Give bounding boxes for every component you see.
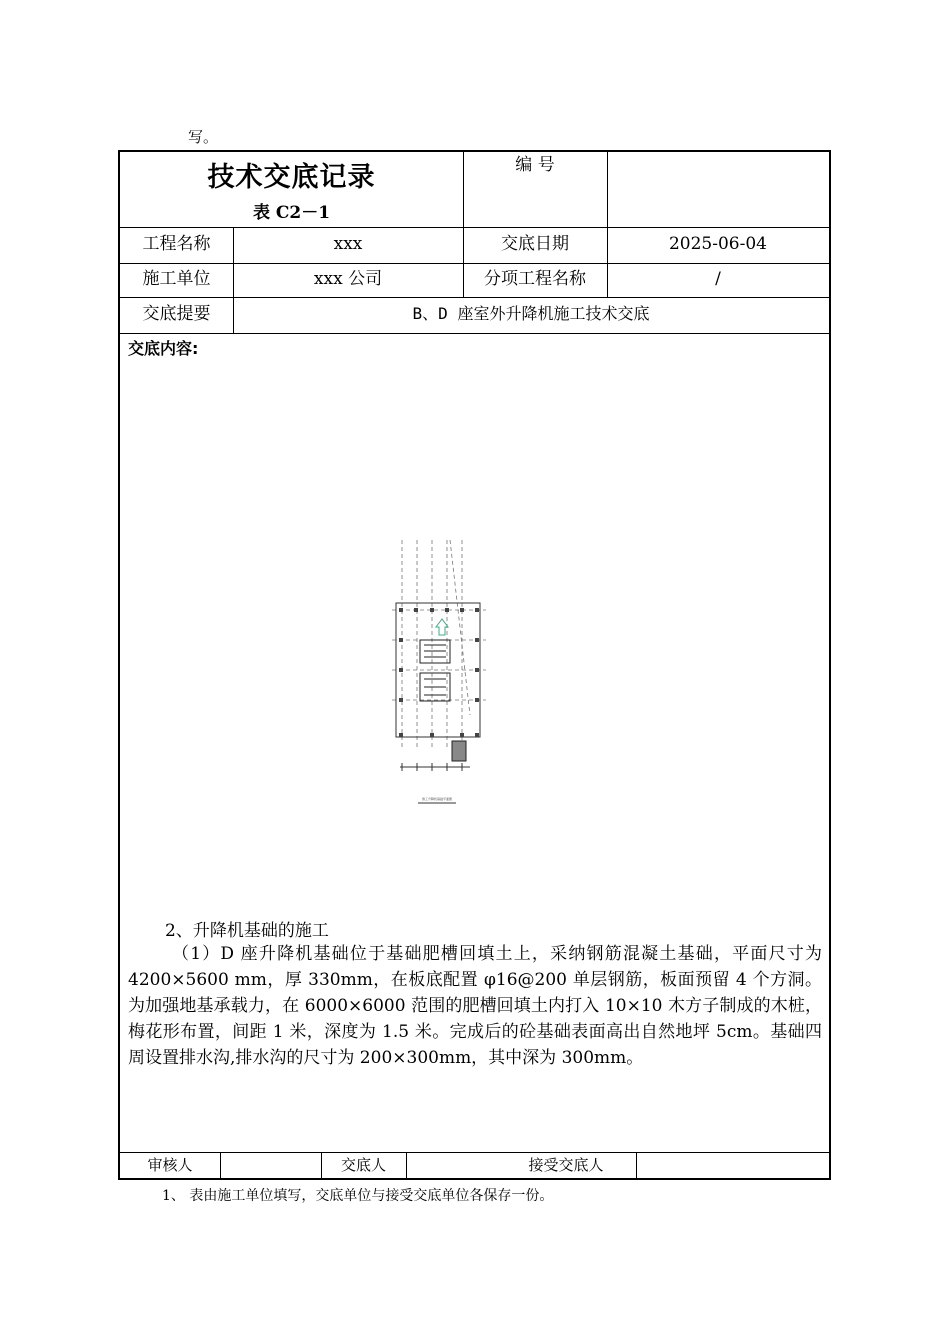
top-note: 写。 xyxy=(188,128,219,146)
footer-note: 1、 表由施工单位填写，交底单位与接受交底单位各保存一份。 xyxy=(162,1188,554,1204)
summary-label: 交底提要 xyxy=(142,304,211,324)
form-title: 技术交底记录 xyxy=(207,162,376,193)
contractor-label: 施工单位 xyxy=(142,269,211,289)
project-name-label: 工程名称 xyxy=(142,234,211,254)
date-value: 2025-06-04 xyxy=(668,234,767,254)
summary-value: B、D 座室外升降机施工技术交底 xyxy=(412,304,650,323)
contractor-value: xxx 公司 xyxy=(313,269,383,289)
number-label: 编 号 xyxy=(515,155,555,175)
drawing-caption: 施工升降机基础平面图 xyxy=(421,797,453,801)
content-label: 交底内容: xyxy=(128,339,199,358)
foundation-plan-drawing xyxy=(390,535,490,810)
project-name-value: xxx xyxy=(333,234,363,254)
content-paragraph: （1）D 座升降机基础位于基础肥槽回填土上，采纳钢筋混凝土基础，平面尺寸为 4200×5600 mm，厚 330mm，在板底配置 φ16@200 单层钢筋，板面预留 4 个方洞。为加强地基承载力，在 6000×6000 范围的肥槽回填土内打入 10×10 木方子制成的木桩，梅花形布置，间距 1 米，深度为 1.5 米。完成后的砼基础表面高出自然地坪 5cm。基础四周设置排水沟,排水沟的尺寸为 200×300mm，其中深为 300mm。 xyxy=(128,944,822,1068)
subproject-label: 分项工程名称 xyxy=(484,269,586,289)
form-code: 表 C2－1 xyxy=(252,203,331,223)
subproject-value: / xyxy=(715,269,721,289)
section-title: 2、升降机基础的施工 xyxy=(165,921,329,941)
reviewer-label: 审核人 xyxy=(147,1156,193,1174)
discloser-label: 交底人 xyxy=(340,1156,386,1174)
receiver-label: 接受交底人 xyxy=(528,1156,604,1174)
date-label: 交底日期 xyxy=(501,234,569,254)
